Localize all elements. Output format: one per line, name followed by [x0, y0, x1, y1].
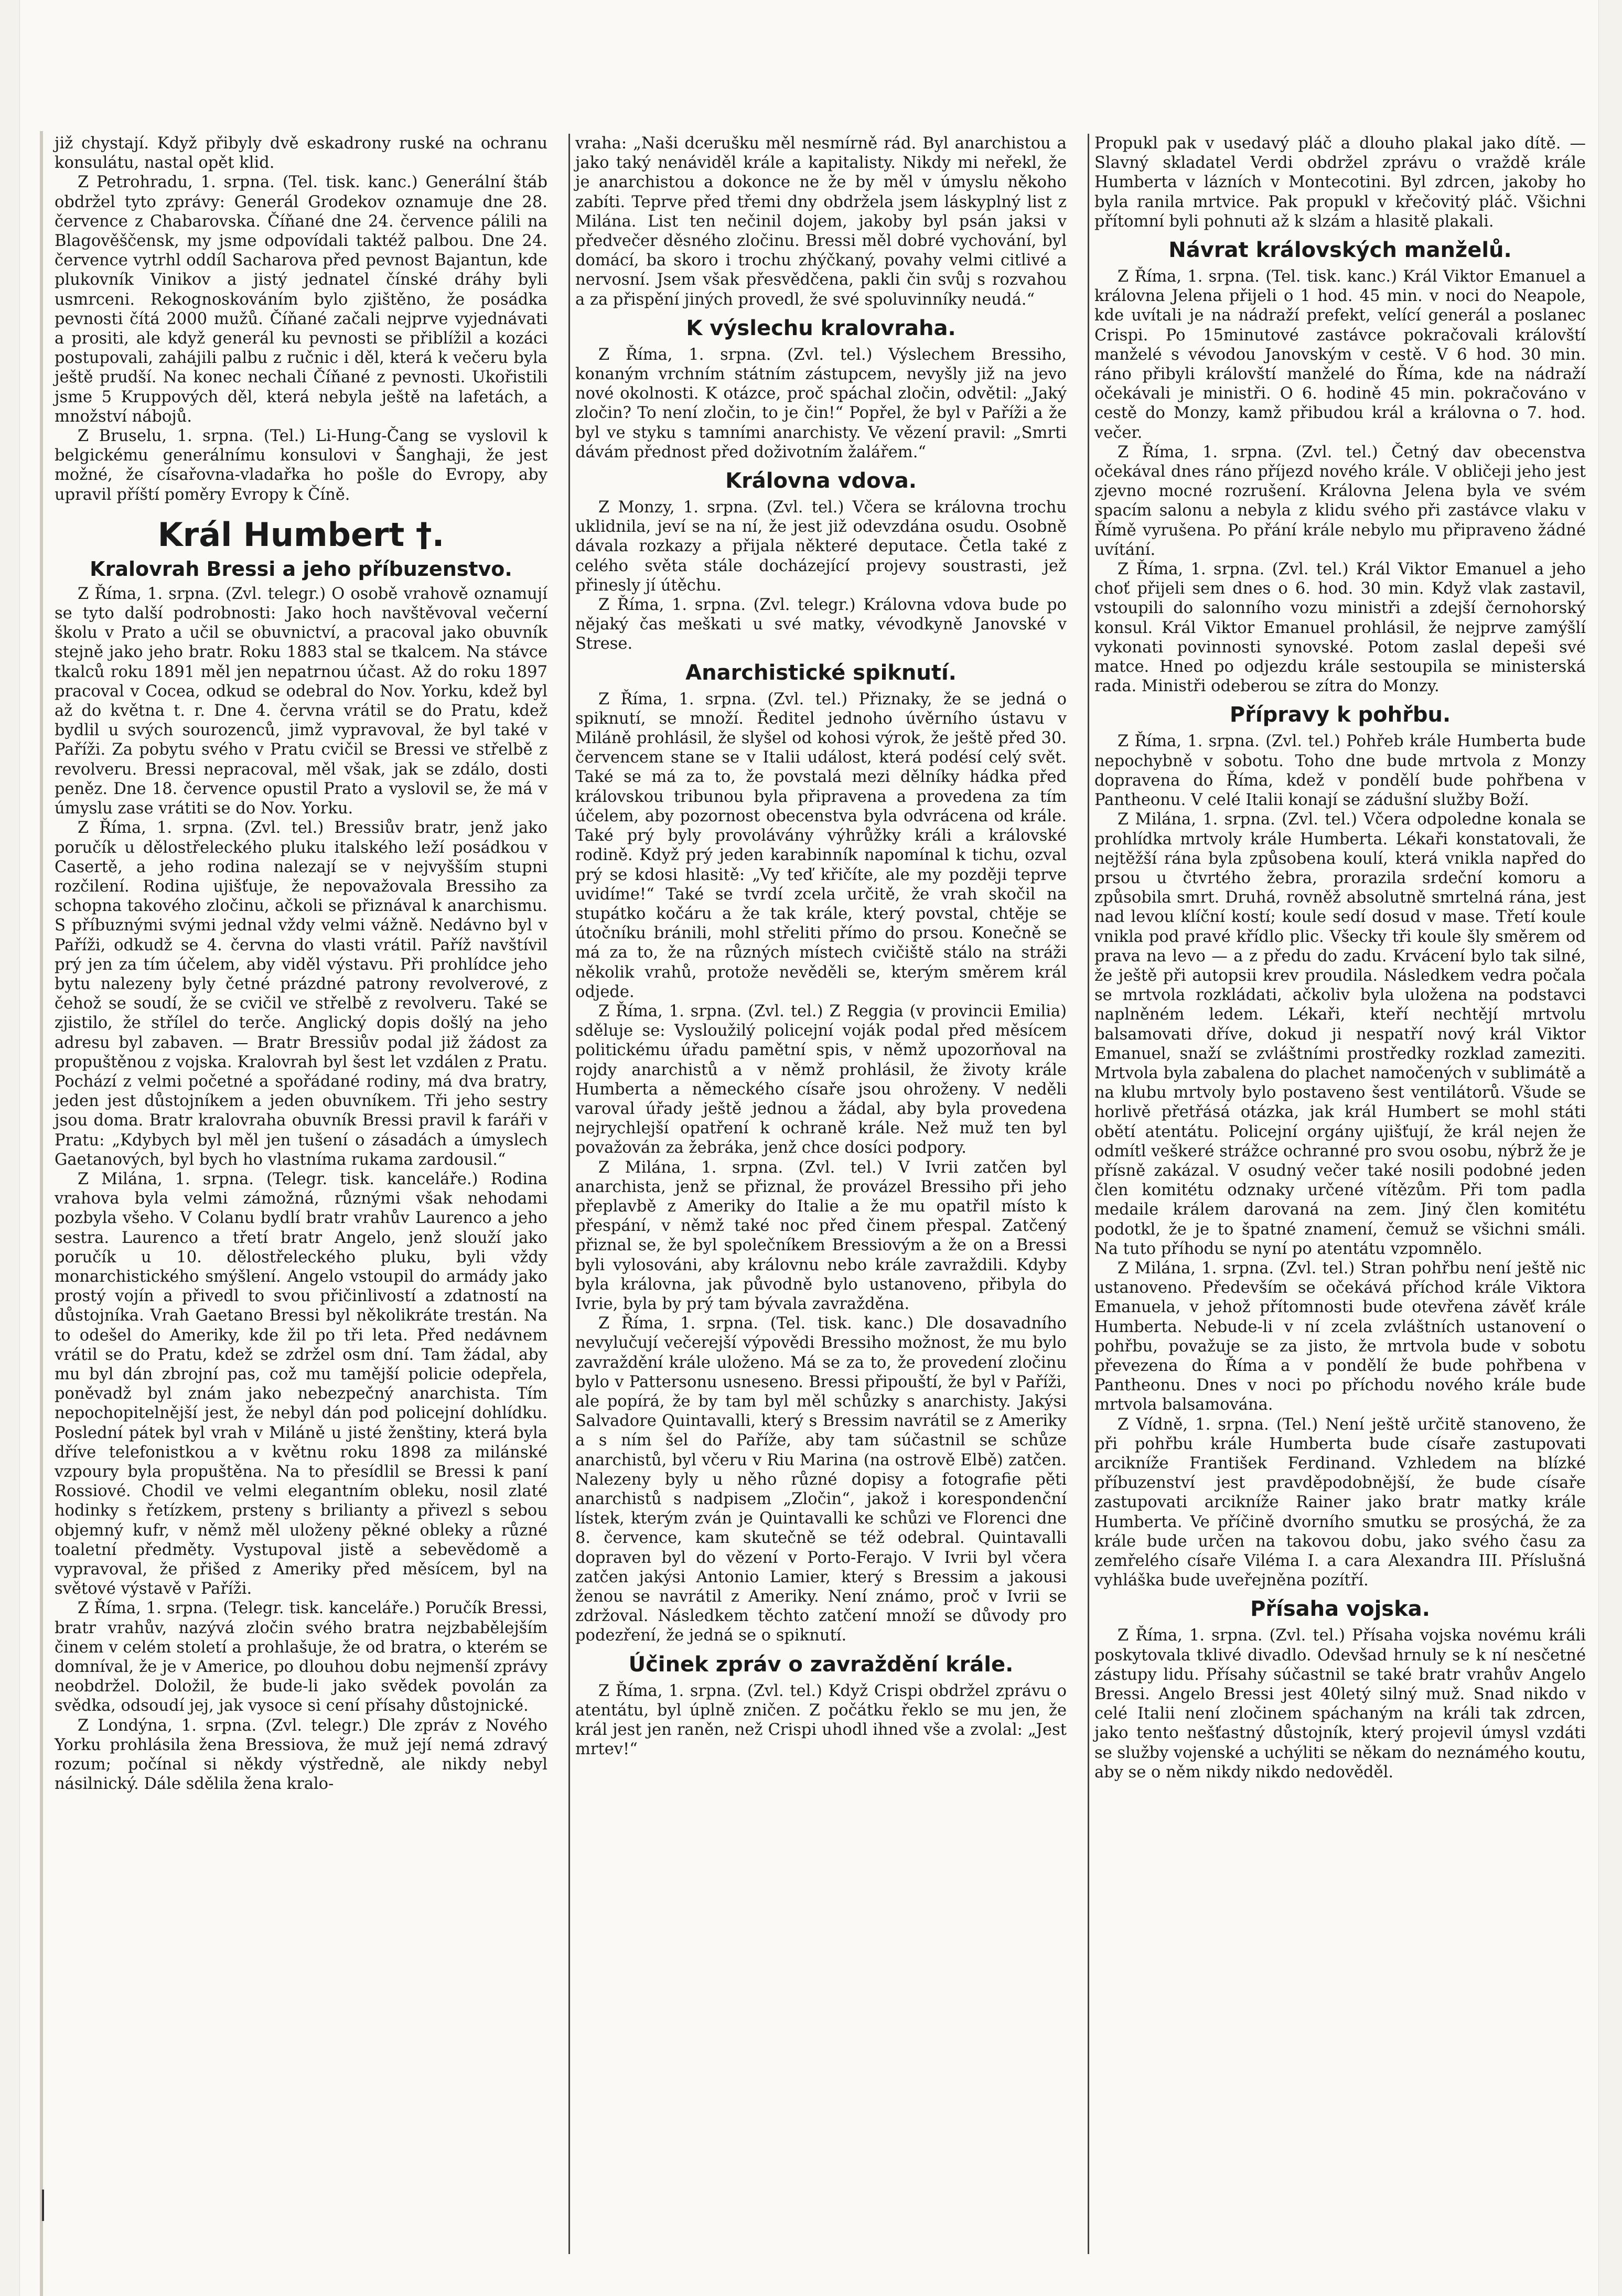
paragraph: Z Milána, 1. srpna. (Telegr. tisk. kanceláře.) Rodina vrahova byla velmi zámožná, různými však nehodami pozbyla všeho. V Colanu bydlí bratr vrahův Laurenco a jeho sestra. Laurenco a třetí bratr Angelo, jenž slouží jako poručík u 10. dělostřeleckého pluku, byli vždy monarchistického smýšlení. Angelo vstoupil do armády jako prostý vojín a přivedl to svou přičinlivostí a zdatností na důstojníka. Vrah Gaetano Bressi byl několikráte trestán. Na to odešel do Ameriky, kde žil po tři leta. Před nedávnem vrátil se do Pratu, kdež se zdržel osm dní. Tam žádal, aby mu byl dán zbrojní pas, což mu tamější policie odepřela, poněvadž byl znám jako nebezpečný anarchista. Tím nepochopitelnější jest, že nebyl dán pod policejní dohlídku. Poslední pátek byl vrah v Miláně u jisté ženštiny, která byla dříve telefonistkou a v květnu roku 1898 za milánské vzpoury byla propuštěna. Na to přesídlil se Bressi k paní Rossiové. Chodil ve velmi elegantním obleku, nosil zlaté hodinky s řetízkem, prsteny s brilianty a přivezl s sebou objemný kufr, v němž měl uloženy pěkné obleky a různé toaletní předměty. Vystupoval jistě a sebevědomě a vypravoval, že přišed z Ameriky před měsícem, byl na světové výstavě v Paříži. [55, 1170, 547, 1598]
paragraph: Z Říma, 1. srpna. (Zvl. tel.) Pohřeb krále Humberta bude nepochybně v sobotu. Toho dne bude mrtvola z Monzy dopravena do Říma, kdež v pondělí bude pohřbena v Pantheonu. V celé Italii konají se zádušní služby Boží. [1094, 732, 1586, 810]
column-1 [49, 134, 553, 2254]
article-columns [49, 134, 1586, 2254]
paragraph: Z Monzy, 1. srpna. (Zvl. tel.) Včera se královna trochu uklidnila, jeví se na ní, že jest již odevzdána osudu. Osobně dávala rozkazy a přijala některé deputace. Četla také z celého světa stále docházející projevy soustrasti, jež přinesly jí útěchu. [575, 498, 1067, 595]
paragraph: Z Říma, 1. srpna. (Zvl. tel.) Bressiův bratr, jenž jako poručík u dělostřeleckého pluku italského leží posádkou v Casertě, a jeho rodina nalezají se v nejvyšším stupni rozčilení. Rodina ujišťuje, že nepovažovala Bressiho za schopna takového zločinu, ačkoli se přiznával k anarchismu. S příbuznými svými jednal vždy velmi vážně. Nedávno byl v Paříži, odkudž se 4. června do vlasti vrátil. Paříž navštívil prý jen za tím účelem, aby viděl výstavu. Při prohlídce jeho bytu nalezeny byly četné prázdné patrony revolverové, z čehož se soudí, že se cvičil ve střelbě z revolveru. Také se zjistilo, že střílel do terče. Anglický dopis došlý na jeho adresu byl zabaven. — Bratr Bressiův podal již žádost za propuštěnou z vojska. Kralovrah byl šest let vzdálen z Pratu. Pochází z velmi početné a spořádané rodiny, má dva bratry, jeden jest důstojníkem a jeden obuvníkem. Tři jeho sestry jsou doma. Bratr kralovraha obuvník Bressi pravil k faráři v Pratu: „Kdybych byl měl jen tušení o zásadách a úmyslech Gaetanových, byl bych ho vlastníma rukama zardousil.“ [55, 819, 547, 1169]
paragraph: Z Říma, 1. srpna. (Zvl. tel.) Výslechem Bressiho, konaným vrchním státním zástupcem, nevyšly již na jevo nové okolnosti. K otázce, proč spáchal zločin, odvětil: „Jaký zločin? To není zločin, to je čin!“ Popřel, že byl v Paříži a že byl ve styku s tamními anarchisty. Ve vězení pravil: „Smrti dávám přednost před doživotním žalářem.“ [575, 345, 1067, 462]
paragraph: Z Říma, 1. srpna. (Zvl. tel.) Přiznaky, že se jedná o spiknutí, se množí. Ředitel jednoho úvěrního ústavu v Miláně prohlásil, že slyšel od kohosi výrok, že ještě před 30. červencem stane se v Italii událost, která podésí celý svět. Také se má za to, že povstalá mezi dělníky hádka před královskou tribunou byla připravena a provedena za tím účelem, aby pozornost obecenstva byla odvrácena od krále. Také prý byly provolávány výhrůžky králi a královské rodině. Když prý jeden karabinník napomínal k tichu, ozval prý se kdosi hlasitě: „Vy teď křičíte, ale my později teprve uvidíme!“ Také se tvrdí zcela určitě, že vrah skočil na stupátko kočáru a že tak krále, který povstal, chtěje se útočníku bránili, mohl střeliti přímo do prsou. Konečně se má za to, že na různých místech cvičiště stálo na stráži několik vrahů, protože nevěděli se, kterým směrem král odjede. [575, 690, 1067, 1001]
paragraph: Z Říma, 1. srpna. (Telegr. tisk. kanceláře.) Poručík Bressi, bratr vrahův, nazývá zločin svého bratra nejzbabělejším činem v celém století a prohlašuje, že od bratra, o kterém se domníval, že je v Americe, po dlouhou dobu nejmenší zprávy neobdržel. Doložil, že bude-li jako svědek povolán za svědka, odsoudí jej, jak vysoce si cení přísahy důstojnické. [55, 1599, 547, 1715]
paragraph: Z Petrohradu, 1. srpna. (Tel. tisk. kanc.) Generální štáb obdržel tyto zprávy: Generál Grodekov oznamuje dne 28. července z Chabarovska. Číňané dne 24. července pálili na Blagověščensk, my jsme odpovídali taktéž palbou. Dne 24. července vytrhl oddíl Sacharova před pevnost Bajantun, kde plukovník Vinikov a jistý jednatel čínské dráhy byli usmrceni. Rekognoskováním bylo zjištěno, že posádka pevnosti čítá 2000 mužů. Číňané začali nejprve vyjednávati a prositi, ale když generál ku pevnosti se přiblížil a kozáci postupovali, zahájili palbu z ručnic i děl, která k večeru byla ještě prudší. Na konec nechali Číňané z pevnosti. Ukořistili jsme 5 Kruppových děl, která nebyla ještě na lafetách, a množství nábojů. [55, 173, 547, 426]
paragraph: Z Říma, 1. srpna. (Zvl. tel.) Z Reggia (v provincii Emilia) sděluje se: Vysloužilý policejní voják podal před měsícem politickému úřadu pamětní spis, v němž upozorňoval na rojdy anarchistů a v němž prohlásil, že životy krále Humberta a německého císaře jsou ohroženy. V neděli varoval úřady ještě jednou a žádal, aby byla provedena nejrychlejší opatření k ochraně krále. Než muž ten byl považován za žebráka, jenž chce dosíci podpory. [575, 1002, 1067, 1157]
paragraph: Z Říma, 1. srpna. (Zvl. tel.) Četný dav obecenstva očekával dnes ráno příjezd nového krále. V obličeji jeho jest zjevno mocné rozrušení. Královna Jelena byla ve svém spacím salonu a nebyla z klidu svého při zastávce vlaku v Římě vyrušena. Po přání krále nebylo mu připraveno žádné uvítání. [1094, 443, 1586, 559]
column-3 [1088, 134, 1591, 2254]
paragraph: Z Říma, 1. srpna. (Zvl. tel.) Přísaha vojska novému králi poskytovala tklivé divadlo. Odevšad hrnuly se k ní nesčetné zástupy lidu. Přísahy súčastnil se také bratr vrahův Angelo Bressi. Angelo Bressi jest 40letý silný muž. Snad nikdo v celé Italii není zločinem spáchaným na králi tak zdrcen, jako tento nešťastný důstojník, který projevil úmysl vzdáti se služby vojenské a uchýliti se někam do neznámého koutu, aby se o něm nikdy nikdo nedověděl. [1094, 1626, 1586, 1782]
top-margin [20, 0, 1598, 131]
paragraph: Z Milána, 1. srpna. (Zvl. tel.) Včera odpoledne konala se prohlídka mrtvoly krále Humberta. Lékaři konstatovali, že nejtěžší rána byla způsobena koulí, která vnikla napřed do prsou u čtvrtého žebra, prorazila srdeční komoru a způsobila smrt. Druhá, rovněž absolutně smrtelná rána, jest nad levou klíční kostí; koule sedí dosud v mase. Třetí koule vnikla pod pravé křídlo plic. Všecky tři koule šly směrem od prava na levo — a z předu do zadu. Krvácení bylo tak silné, že ještě při autopsii krev proudila. Následkem vedra počala se mrtvola rozkládati, ačkoliv byla uložena na podstavci naplněném ledem. Lékaři, kteří nechtějí mrtvolu balsamovati dříve, dokud ji nespatří nový král Viktor Emanuel, snaží se zvláštními prostředky rozklad zameziti. Mrtvola byla zabalena do plachet namočených v sublimátě a na klubu mrtvoly bylo postaveno šest ventilátorů. Všude se horlivě přetřásá otázka, jak král Humbert se mohl státi obětí atentátu. Policejní orgány ujišťují, že král nejen že odmítl veškeré strážce ochranné pro svou osobu, nýbrž že je přísně zakázal. V osudný večer také nosili podobné jeden člen komitétu odznaky určené vítězům. Při tom padla medaile králem darovaná na zem. Jiný člen komitétu podotkl, že je to špatné znamení, čemuž se všichni smáli. Na tuto příhodu se nyní po atentátu vzpomnělo. [1094, 810, 1586, 1258]
article-subtitle: Kralovrah Bressi a jeho příbuzenstvo. [90, 557, 512, 581]
paragraph: Z Říma, 1. srpna. (Zvl. telegr.) Královna vdova bude po nějaký čas meškati u své matky, vévodkyně Janovské v Strese. [575, 596, 1067, 653]
paragraph: Z Bruselu, 1. srpna. (Tel.) Li-Hung-Čang se vyslovil k belgickému generálnímu konsulovi v Šanghaji, že jest možné, že císařovna-vladařka ho pošle do Evropy, aby upravil příští poměry Evropy k Číně. [55, 427, 547, 504]
paragraph: Z Londýna, 1. srpna. (Zvl. telegr.) Dle zpráv z Nového Yorku prohlásila žena Bressiova, že muž její nemá zdravý rozum; počínal si někdy výstředně, ale nikdy nebyl násilnický. Dále sdělila žena kralo- [55, 1716, 547, 1794]
section-heading: Přísaha vojska. [1250, 1597, 1430, 1622]
paragraph: Z Říma, 1. srpna. (Zvl. tel.) Když Crispi obdržel zprávu o atentátu, byl úplně zničen. Z počátku řeklo se mu jen, že král jest jen raněn, než Crispi uhodl ihned vše a zvolal: „Jest mrtev!“ [575, 1681, 1067, 1759]
page-binding [40, 0, 43, 2296]
paragraph: již chystají. Když přibyly dvě eskadrony ruské na ochranu konsulátu, nastal opět klid. [55, 134, 547, 173]
section-heading: Návrat královských manželů. [1168, 238, 1512, 263]
section-heading: K výslechu kralovraha. [686, 316, 956, 340]
section-heading: Přípravy k pohřbu. [1229, 703, 1451, 727]
paragraph: Z Říma, 1. srpna. (Tel. tisk. kanc.) Král Viktor Emanuel a královna Jelena přijeli o 1 hod. 45 min. v noci do Neapole, kde uvítali je na nádraží prefekt, velící generál a poslanec Crispi. Po 15minutové zastávce pokračovali královští manželé s vévodou Janovským v cestě. V 6 hod. 30 min. ráno přibyli královští manželé do Říma, kde na nádraží očekávali je ministři. O 6. hodině 45 min. pokračováno v cestě do Monzy, kamž přibudou král a královna o 7. hod. večer. [1094, 267, 1586, 442]
section-heading: Účinek zpráv o zavraždění krále. [628, 1652, 1014, 1677]
section-heading: Anarchistické spiknutí. [685, 660, 957, 685]
edge-mark [42, 2190, 44, 2221]
paragraph: Z Říma, 1. srpna. (Zvl. tel.) Král Viktor Emanuel a jeho choť přijeli sem dnes o 6. hod. 30 min. Když vlak zastavil, vstoupili do salonního vozu ministři a zdejší černohorský konsul. Král Viktor Emanuel prohlásil, že nejprve zamýšlí vykonati povinnosti synovské. Potom zaslal depeši své matce. Hned po odjezdu krále sestoupila se ministerská rada. Ministři odeberou se zítra do Monzy. [1094, 560, 1586, 696]
paragraph: Z Milána, 1. srpna. (Zvl. tel.) V Ivrii zatčen byl anarchista, jenž se přiznal, že provázel Bressiho při jeho přeplavbě z Ameriky do Italie a že mu opatřil místo k přespání, v němž také noc před činem přespal. Zatčený přiznal se, že byl společníkem Bressiovým a že on a Bressi byli vylosováni, aby královnu nebo krále zavraždili. Kdyby byla královna, jak původně bylo ustanoveno, přibyla do Ivrie, byla by prý tam bývala zavražděna. [575, 1158, 1067, 1313]
paragraph: vraha: „Naši dcerušku měl nesmírně rád. Byl anarchistou a jako taký nenáviděl krále a kapitalisty. Nikdy mi neřekl, že je anarchistou a dokonce ne že by měl v úmyslu někoho zabíti. Teprve před třemi dny obdržela jsem láskyplný list z Milána. List ten nečinil dojem, jakoby byl psán jaksi v předvečer děsného zločinu. Bressi měl dobré vychování, byl domácí, ba skoro i trochu zhýčkaný, povahy velmi citlivé a nervosní. Jsem však přesvědčena, pakli čin svůj s rozvahou a za přispění jiných provedl, že své spoluvinníky neudá.“ [575, 134, 1067, 309]
paragraph: Z Říma, 1. srpna. (Zvl. telegr.) O osobě vrahově oznamují se tyto další podrobnosti: Jako hoch navštěvoval večerní školu v Prato a učil se obuvnictví, a pracoval jako obuvník stejně jako jeho bratr. Roku 1883 stal se tkalcem. Na stávce tkalců roku 1891 měl jen nepatrnou účast. Až do roku 1897 pracoval v Cocea, odkud se odebral do Nov. Yorku, kdež byl až do května t. r. Dne 4. června vrátil se do Pratu, kdež bydlil u svých sourozenců, jimž vypravoval, že byl také v Paříži. Za pobytu svého v Pratu cvičil se Bressi ve střelbě z revolveru. Bressi nepracoval, měl však, jak se zdálo, dosti peněz. Dne 18. července opustil Prato a vyslovil se, že má v úmyslu zase vrátiti se do Nov. Yorku. [55, 584, 547, 818]
paragraph: Z Říma, 1. srpna. (Tel. tisk. kanc.) Dle dosavadního nevylučují večerejší výpovědi Bressiho možnost, že mu bylo zavraždění krále uloženo. Má se za to, že provedení zločinu bylo v Pattersonu usneseno. Bressi připouští, že byl v Paříži, ale popírá, že by tam byl měl schůzky s anarchisty. Jakýsi Salvadore Quintavalli, který s Bressim navrátil se z Ameriky a s ním šel do Paříže, aby tam súčastnil se schůze anarchistů, byl včeru v Riu Marina (na ostrově Elbě) zatčen. Nalezeny byly u něho různé dopisy a fotografie pěti anarchistů s nadpisem „Zločin“, jakož i korespondenční lístek, kterým zván je Quintavalli ke schůzi ve Florenci dne 8. července, kam skutečně se též odebral. Quintavalli dopraven byl do vězení v Porto-Ferajo. V Ivrii byl včera zatčen jakýsi Antonio Lamier, který s Bressim a jakousi ženou se navrátil z Ameriky. Není známo, proč v Ivrii se zdržoval. Následkem těchto zatčení množí se důvody pro podezření, že jedná se o spiknutí. [575, 1314, 1067, 1645]
article-title: Král Humbert †. [157, 515, 445, 554]
paragraph: Z Vídně, 1. srpna. (Tel.) Není ještě určitě stanoveno, že při pohřbu krále Humberta bude císaře zastupovati arcikníže František Ferdinand. Vzhledem na blízké příbuzenství jest pravděpodobnější, že bude císaře zastupovati arcikníže Rainer jako bratr matky krále Humberta. Ve příčině dvorního smutku se prosýchá, že za krále bude určen na takovou dobu, jako svého času za zemřelého císaře Viléma I. a cara Alexandra III. Příslušná vyhláška bude uveřejněna pozítří. [1094, 1415, 1586, 1590]
newspaper-page [20, 0, 1598, 2296]
paragraph: Z Milána, 1. srpna. (Zvl. tel.) Stran pohřbu není ještě nic ustanoveno. Především se očekává příchod krále Viktora Emanuela, v jehož přítomnosti bude otevřena závěť krále Humberta. Nebude-li v ní zcela zvláštních ustanovení o pohřbu, považuje se za jisto, že mrtvola bude v sobotu převezena do Říma a v pondělí že bude pohřbena v Pantheonu. Dnes v noci po příchodu nového krále bude mrtvola balsamována. [1094, 1259, 1586, 1414]
section-heading: Královna vdova. [725, 469, 917, 493]
paragraph: Propukl pak v usedavý pláč a dlouho plakal jako dítě. — Slavný skladatel Verdi obdržel zprávu o vraždě krále Humberta v lázních v Montecotini. Byl zdrcen, jakoby ho byla ranila mrtvice. Pak propukl v křečovitý pláč. Všichni přítomní byli pohnuti až k slzám a hlasitě plakali. [1094, 134, 1586, 231]
column-2 [568, 134, 1072, 2254]
